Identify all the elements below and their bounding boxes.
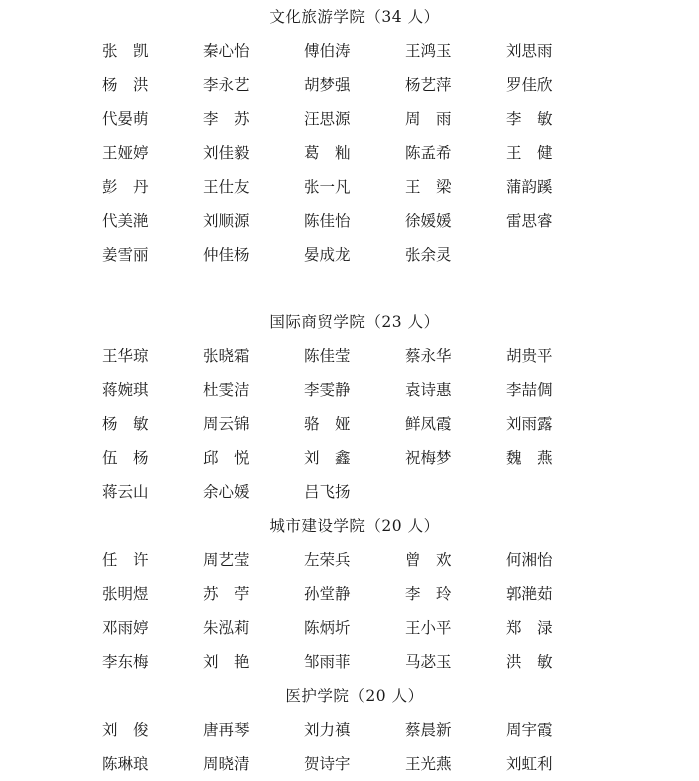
person-name: 杨敏 xyxy=(102,415,165,433)
person-name: 张一凡 xyxy=(304,178,351,196)
person-name: 晏成龙 xyxy=(304,246,351,264)
person-name: 罗佳欣 xyxy=(506,76,553,94)
person-name: 徐媛媛 xyxy=(405,212,452,230)
section-title: 国际商贸学院（23 人） xyxy=(269,313,440,331)
person-name: 王光燕 xyxy=(405,755,452,773)
person-name: 李玲 xyxy=(405,585,468,603)
person-name: 周宇霞 xyxy=(506,721,553,739)
person-name: 刘雨露 xyxy=(506,415,553,433)
person-name: 王华琼 xyxy=(102,347,149,365)
person-name: 刘虹利 xyxy=(506,755,553,773)
name-grid xyxy=(102,34,699,272)
section-international-trade xyxy=(0,305,699,509)
name-grid xyxy=(102,339,699,509)
person-name: 秦心怡 xyxy=(203,42,250,60)
person-name: 张余灵 xyxy=(405,246,452,264)
person-name: 陈佳莹 xyxy=(304,347,351,365)
person-name: 代美滟 xyxy=(102,212,149,230)
person-name: 洪敏 xyxy=(506,653,569,671)
person-name: 左荣兵 xyxy=(304,551,351,569)
person-name: 袁诗惠 xyxy=(405,381,452,399)
name-grid xyxy=(102,543,699,679)
section-title: 城市建设学院（20 人） xyxy=(269,517,440,535)
person-name: 何湘怡 xyxy=(506,551,553,569)
person-name: 陈佳怡 xyxy=(304,212,351,230)
person-name: 姜雪丽 xyxy=(102,246,149,264)
person-name: 刘俊 xyxy=(102,721,165,739)
name-grid xyxy=(102,713,699,781)
person-name: 王鸿玉 xyxy=(405,42,452,60)
person-name: 吕飞扬 xyxy=(304,483,351,501)
person-name: 汪思源 xyxy=(304,110,351,128)
section-nursing xyxy=(0,679,699,781)
person-name: 王娅婷 xyxy=(102,144,149,162)
person-name: 贺诗宇 xyxy=(304,755,351,773)
person-name: 胡贵平 xyxy=(506,347,553,365)
person-name: 雷思睿 xyxy=(506,212,553,230)
person-name: 李敏 xyxy=(506,110,569,128)
person-name: 唐再琴 xyxy=(203,721,250,739)
person-name: 刘艳 xyxy=(203,653,266,671)
person-name: 周雨 xyxy=(405,110,468,128)
person-name: 邱悦 xyxy=(203,449,266,467)
person-name: 郭滟茹 xyxy=(506,585,553,603)
person-name: 任许 xyxy=(102,551,165,569)
person-name: 骆娅 xyxy=(304,415,367,433)
person-name: 周艺莹 xyxy=(203,551,250,569)
person-name: 彭丹 xyxy=(102,178,165,196)
person-name: 李苏 xyxy=(203,110,266,128)
person-name: 张明煜 xyxy=(102,585,149,603)
person-name: 曾欢 xyxy=(405,551,468,569)
person-name: 陈孟希 xyxy=(405,144,452,162)
person-name: 杨洪 xyxy=(102,76,165,94)
person-name: 王健 xyxy=(506,144,569,162)
person-name: 陈琳琅 xyxy=(102,755,149,773)
person-name: 余心媛 xyxy=(203,483,250,501)
person-name: 胡梦强 xyxy=(304,76,351,94)
person-name: 王仕友 xyxy=(203,178,250,196)
person-name: 刘佳毅 xyxy=(203,144,250,162)
person-name: 伍杨 xyxy=(102,449,165,467)
person-name: 刘鑫 xyxy=(304,449,367,467)
person-name: 仲佳杨 xyxy=(203,246,250,264)
section-title: 文化旅游学院（34 人） xyxy=(269,8,440,26)
person-name: 蒋婉琪 xyxy=(102,381,149,399)
person-name: 杜雯洁 xyxy=(203,381,250,399)
person-name: 苏苧 xyxy=(203,585,266,603)
person-name: 马苾玉 xyxy=(405,653,452,671)
person-name: 蔡晨新 xyxy=(405,721,452,739)
person-name: 张晓霜 xyxy=(203,347,250,365)
person-name: 朱泓莉 xyxy=(203,619,250,637)
person-name: 邹雨菲 xyxy=(304,653,351,671)
person-name: 祝梅梦 xyxy=(405,449,452,467)
person-name: 蒲韵蹊 xyxy=(506,178,553,196)
section-title: 医护学院（20 人） xyxy=(285,687,424,705)
person-name: 孙堂静 xyxy=(304,585,351,603)
person-name: 刘力禛 xyxy=(304,721,351,739)
person-name: 周晓清 xyxy=(203,755,250,773)
person-name: 郑渌 xyxy=(506,619,569,637)
person-name: 李永艺 xyxy=(203,76,250,94)
person-name: 邓雨婷 xyxy=(102,619,149,637)
person-name: 蔡永华 xyxy=(405,347,452,365)
person-name: 刘顺源 xyxy=(203,212,250,230)
section-culture-tourism xyxy=(0,0,699,272)
person-name: 李喆倜 xyxy=(506,381,553,399)
person-name: 李东梅 xyxy=(102,653,149,671)
person-name: 陈炳圻 xyxy=(304,619,351,637)
person-name: 魏燕 xyxy=(506,449,569,467)
section-urban-construction xyxy=(0,509,699,679)
person-name: 葛籼 xyxy=(304,144,367,162)
person-name: 周云锦 xyxy=(203,415,250,433)
person-name: 王梁 xyxy=(405,178,468,196)
person-name: 代晏萌 xyxy=(102,110,149,128)
person-name: 李雯静 xyxy=(304,381,351,399)
person-name: 蒋云山 xyxy=(102,483,149,501)
person-name: 傅伯涛 xyxy=(304,42,351,60)
person-name: 杨艺萍 xyxy=(405,76,452,94)
person-name: 鲜凤霞 xyxy=(405,415,452,433)
person-name: 王小平 xyxy=(405,619,452,637)
person-name: 刘思雨 xyxy=(506,42,553,60)
person-name: 张凯 xyxy=(102,42,165,60)
